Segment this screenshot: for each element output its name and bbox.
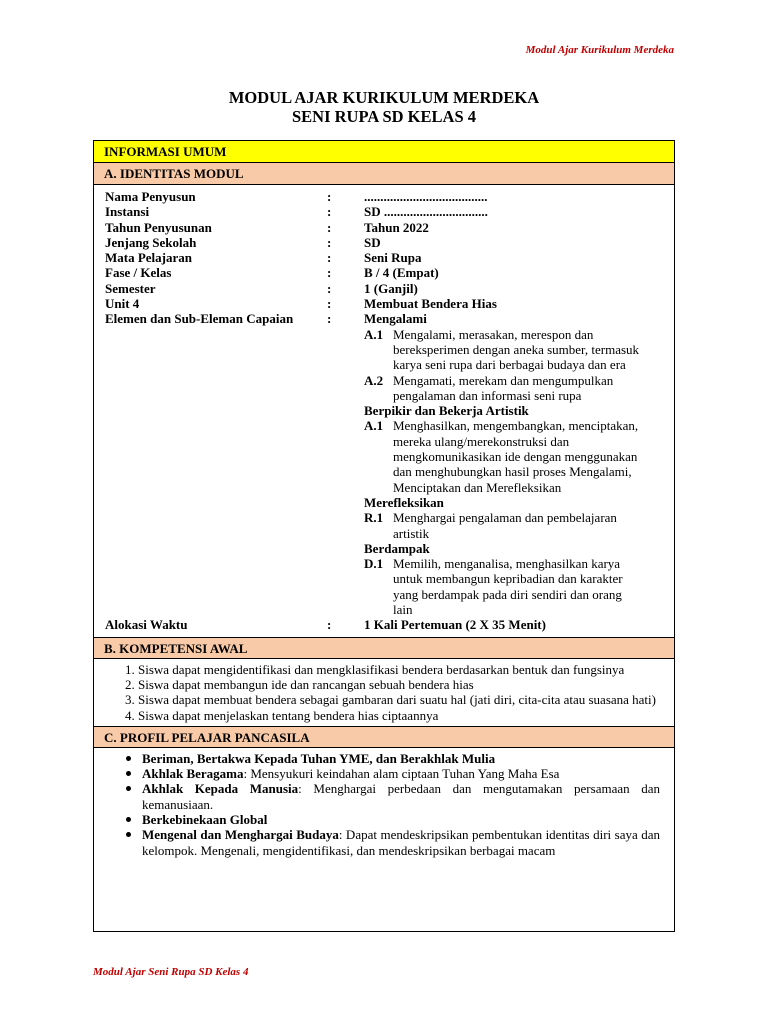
identity-colon: : xyxy=(327,204,332,220)
capaian-item xyxy=(364,373,674,404)
alokasi-label: Alokasi Waktu xyxy=(105,617,188,633)
capaian-text: Memilih, menganalisa, menghasilkan karya untuk membangun kepribadian dan karakter yang berdampak pada diri sendiri dan orang lain xyxy=(393,556,623,618)
capaian-text: Mengalami, merasakan, merespon dan bereksperimen dengan aneka sumber, termasuk karya seni rupa dari berbagai budaya dan era xyxy=(393,326,640,373)
identity-colon: : xyxy=(327,234,332,250)
profil-item xyxy=(128,781,660,812)
identity-label: Instansi xyxy=(105,204,150,220)
alokasi-row xyxy=(94,617,674,632)
title-line-1: MODUL AJAR KURIKULUM MERDEKA xyxy=(228,88,540,107)
profil-desc: : Menghargai perbedaan dan mengutamakan persamaan dan kemanusiaan. xyxy=(142,781,660,812)
profil-item xyxy=(128,827,660,858)
profil-desc: : Dapat mendeskripsikan pembentukan identitas diri saya dan kelompok. Mengenali, mengidentifikasi, dan mendeskripsikan berbagai macam xyxy=(142,827,660,858)
identity-colon: : xyxy=(327,311,332,327)
bullet-icon xyxy=(126,756,131,761)
profil-desc: : Mensyukuri keindahan alam ciptaan Tuhan Yang Maha Esa xyxy=(243,766,560,782)
identity-value: Mengalami xyxy=(364,311,427,327)
identity-value: 1 (Ganjil) xyxy=(364,280,418,296)
identity-value: B / 4 (Empat) xyxy=(364,265,439,281)
bullet-icon xyxy=(126,817,131,822)
identity-row xyxy=(94,281,674,296)
profil-item xyxy=(128,812,660,827)
capaian-code: A.2 xyxy=(364,372,384,388)
identity-colon: : xyxy=(327,280,332,296)
bullet-icon xyxy=(126,786,131,791)
identity-value: Membuat Bendera Hias xyxy=(364,296,497,312)
identity-row xyxy=(94,311,674,326)
profil-term: Mengenal dan Menghargai Budaya xyxy=(142,827,339,843)
module-table xyxy=(93,140,675,932)
identity-row xyxy=(94,189,674,204)
identity-row xyxy=(94,235,674,250)
capaian-group-title: Merefleksikan xyxy=(364,494,444,510)
kompetensi-item: 4. Siswa dapat menjelaskan tentang bendera hias ciptaannya xyxy=(138,708,660,723)
kompetensi-item: 2. Siswa dapat membangun ide dan rancangan sebuah bendera hias xyxy=(138,677,660,692)
capaian-text: Menghargai pengalaman dan pembelajaran artistik xyxy=(393,510,617,541)
identity-row xyxy=(94,296,674,311)
capaian-item xyxy=(364,556,674,617)
identity-colon: : xyxy=(327,265,332,281)
identity-colon: : xyxy=(327,296,332,312)
identity-colon: : xyxy=(327,189,332,204)
profil-term: Berkebinekaan Global xyxy=(142,811,268,827)
capaian-text: Menghasilkan, mengembangkan, menciptakan, mereka ulang/merekonstruksi dan mengkomunikasikan ide dengan menggunakan dan menghubungkan hasil proses Mengalami, Menciptakan dan Merefleksikan xyxy=(393,418,639,495)
profil-term: Akhlak Kepada Manusia xyxy=(142,781,299,797)
profil-list xyxy=(94,748,674,858)
identity-label: Fase / Kelas xyxy=(105,265,172,281)
identity-label: Tahun Penyusunan xyxy=(105,219,212,235)
identity-label: Unit 4 xyxy=(105,296,140,312)
running-header: Modul Ajar Kurikulum Merdeka xyxy=(525,44,674,56)
identity-block xyxy=(94,185,674,637)
capaian-code: A.1 xyxy=(364,326,384,342)
capaian-text: Mengamati, merekam dan mengumpulkan pengalaman dan informasi seni rupa xyxy=(393,372,614,403)
identity-value: ...................................... xyxy=(364,189,488,204)
identity-row xyxy=(94,220,674,235)
capaian-item xyxy=(364,327,674,373)
section-a-heading: A. IDENTITAS MODUL xyxy=(94,163,674,185)
identity-row xyxy=(94,265,674,280)
alokasi-colon: : xyxy=(327,617,332,633)
title-line-2: SENI RUPA SD KELAS 4 xyxy=(292,107,476,126)
kompetensi-list xyxy=(94,659,674,726)
capaian-code: A.1 xyxy=(364,418,384,434)
identity-value: Tahun 2022 xyxy=(364,219,429,235)
running-footer: Modul Ajar Seni Rupa SD Kelas 4 xyxy=(93,966,249,978)
capaian-group-title: Berpikir dan Bekerja Artistik xyxy=(364,403,529,419)
profil-item xyxy=(128,766,660,781)
identity-row xyxy=(94,204,674,219)
profil-term: Akhlak Beragama xyxy=(142,766,244,782)
capaian-code: R.1 xyxy=(364,510,384,526)
identity-value: Seni Rupa xyxy=(364,250,422,266)
identity-value: SD ................................ xyxy=(364,204,488,220)
identity-colon: : xyxy=(327,219,332,235)
identity-value: SD xyxy=(364,234,381,250)
section-c-heading: C. PROFIL PELAJAR PANCASILA xyxy=(94,726,674,748)
bullet-icon xyxy=(126,832,131,837)
identity-row xyxy=(94,250,674,265)
kompetensi-item: 1. Siswa dapat mengidentifikasi dan mengklasifikasi bendera berdasarkan bentuk dan fungsinya xyxy=(138,662,660,677)
alokasi-value: 1 Kali Pertemuan (2 X 35 Menit) xyxy=(364,617,546,633)
elemen-capaian-list xyxy=(364,327,674,618)
identity-label: Elemen dan Sub-Eleman Capaian xyxy=(105,311,294,327)
profil-item xyxy=(128,751,660,766)
capaian-item xyxy=(364,418,674,494)
info-umum-heading: INFORMASI UMUM xyxy=(94,141,674,163)
identity-colon: : xyxy=(327,250,332,266)
identity-label: Semester xyxy=(105,280,156,296)
capaian-code: D.1 xyxy=(364,556,384,572)
bullet-icon xyxy=(126,771,131,776)
capaian-group-title: Berdampak xyxy=(364,540,430,556)
identity-label: Nama Penyusun xyxy=(105,189,196,204)
profil-term: Beriman, Bertakwa Kepada Tuhan YME, dan Berakhlak Mulia xyxy=(142,750,496,766)
kompetensi-item: 3. Siswa dapat membuat bendera sebagai gambaran dari suatu hal (jati diri, cita-cita atau suasana hati) xyxy=(138,692,660,707)
document-title xyxy=(0,88,768,126)
section-b-heading: B. KOMPETENSI AWAL xyxy=(94,637,674,659)
identity-label: Mata Pelajaran xyxy=(105,250,193,266)
capaian-item xyxy=(364,510,674,541)
identity-label: Jenjang Sekolah xyxy=(105,234,197,250)
